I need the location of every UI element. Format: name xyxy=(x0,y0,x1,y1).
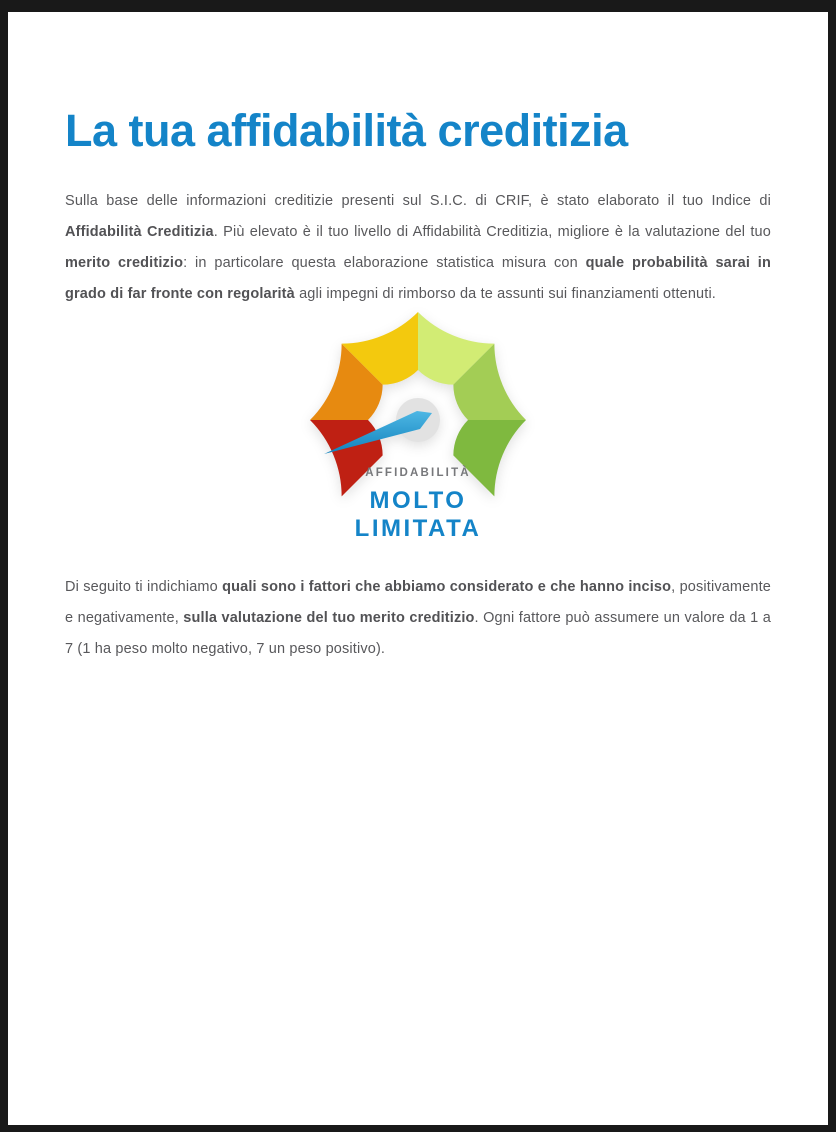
intro-paragraph: Sulla base delle informazioni creditizie presenti sul S.I.C. di CRIF, è stato elaborato il tuo Indice di Affidabilità Creditizia. Più elevato è il tuo livello di Affidabilità Creditizia, migliore è la valutazione del tuo merito creditizio: in particolare questa elaborazione statistica misura con quale probabilità sarai in grado di far fronte con regolarità agli impegni di rimborso da te assunti sui finanziamenti ottenuti. xyxy=(65,193,771,302)
gauge-category-label: AFFIDABILITÀ xyxy=(365,467,471,479)
factors-paragraph: Di seguito ti indichiamo quali sono i fattori che abbiamo considerato e che hanno inciso, positivamente e negativamente, sulla valutazione del tuo merito creditizio. Ogni fattore può assumere un valore da 1 a 7 (1 ha peso molto negativo, 7 un peso positivo). xyxy=(65,579,771,657)
gauge-rating-line2: LIMITATA xyxy=(354,514,482,542)
report-page xyxy=(8,12,828,1125)
gauge-labels xyxy=(298,468,538,543)
gauge-rating-line1: MOLTO xyxy=(369,486,467,514)
credit-score-gauge xyxy=(298,306,538,546)
report-content xyxy=(8,104,828,665)
page-title: La tua affidabilità creditizia xyxy=(65,105,628,156)
